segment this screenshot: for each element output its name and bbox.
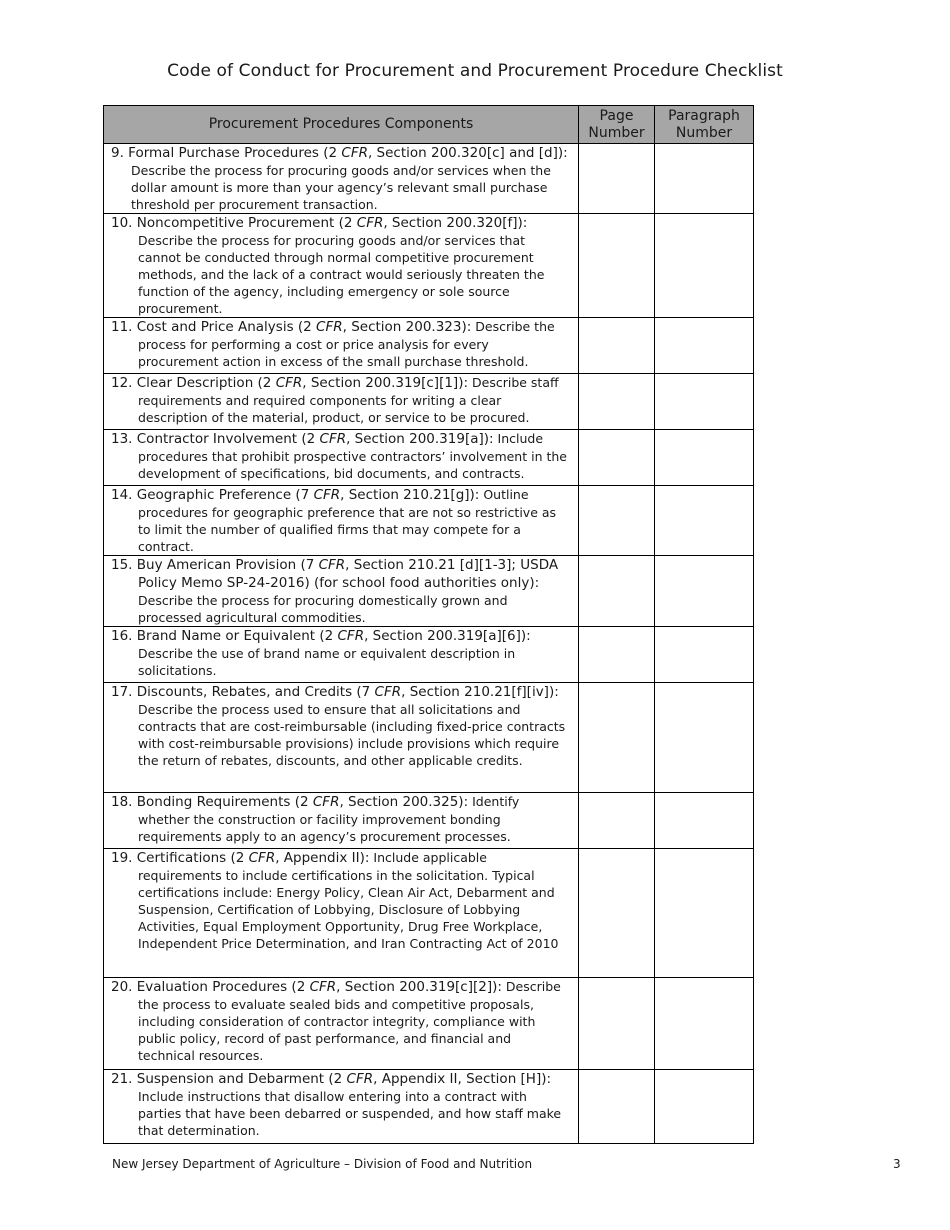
page-number-cell[interactable]: [579, 793, 655, 849]
component-cell: [104, 374, 579, 430]
item-description: Describe the process for procuring domestically grown and processed agricultural commodities.: [138, 593, 508, 625]
item-citation: , Section 200.323):: [342, 319, 472, 335]
component-cell: [104, 144, 579, 214]
paragraph-number-cell[interactable]: [655, 793, 754, 849]
item-title: 12. Clear Description (2: [111, 375, 276, 391]
item-citation: , Appendix II):: [275, 850, 370, 866]
item-description: Outline procedures for geographic preference that are not so restrictive as to limit the number of qualified firms that may compete for a contract.: [138, 487, 557, 554]
item-citation: , Section 200.319[a]):: [346, 431, 494, 447]
page-number-cell[interactable]: [579, 1070, 655, 1144]
cfr-label: CFR: [313, 487, 341, 503]
table-row: [104, 849, 754, 978]
component-cell: [104, 556, 579, 627]
item-description: Describe staff requirements and required components for writing a clear description of the material, product, or service to be procured.: [138, 375, 559, 425]
table-row: [104, 430, 754, 486]
component-cell: [104, 486, 579, 556]
procedure-checklist-table: [103, 105, 754, 1144]
item-description: Describe the process to evaluate sealed bids and competitive proposals, including consideration of contractor integrity, compliance with public policy, record of past performance, and financial and technical resources.: [138, 979, 561, 1063]
component-cell: [104, 849, 579, 978]
paragraph-number-cell[interactable]: [655, 556, 754, 627]
footer-department: New Jersey Department of Agriculture – Division of Food and Nutrition: [112, 1157, 533, 1171]
page-number-cell[interactable]: [579, 683, 655, 793]
item-description: Describe the process for procuring goods and/or services that cannot be conducted through normal competitive procurement methods, and the lack of a contract would seriously threaten the function of the agency, including emergency or sole source procurement.: [138, 233, 545, 316]
item-title: 15. Buy American Provision (7: [111, 557, 319, 573]
header-component: Procurement Procedures Components: [104, 106, 579, 144]
page-number-cell[interactable]: [579, 144, 655, 214]
item-title: 13. Contractor Involvement (2: [111, 431, 320, 447]
item-citation: , Section 200.320[c] and [d]):: [367, 145, 568, 161]
table-row: [104, 374, 754, 430]
cfr-label: CFR: [309, 979, 337, 995]
footer-page-number: 3: [893, 1157, 901, 1171]
component-cell: [104, 214, 579, 318]
page-number-cell[interactable]: [579, 318, 655, 374]
paragraph-number-cell[interactable]: [655, 849, 754, 978]
paragraph-number-cell[interactable]: [655, 1070, 754, 1144]
cfr-label: CFR: [341, 145, 368, 161]
component-cell: [104, 627, 579, 683]
table-row: [104, 1070, 754, 1144]
paragraph-number-cell[interactable]: [655, 214, 754, 318]
item-title: 21. Suspension and Debarment (2: [111, 1071, 347, 1087]
cfr-label: CFR: [312, 794, 340, 810]
header-paragraph-number: Paragraph Number: [655, 106, 754, 144]
item-description: Include instructions that disallow entering into a contract with parties that have been debarred or suspended, and how staff make that determination.: [138, 1089, 562, 1138]
item-title: 11. Cost and Price Analysis (2: [111, 319, 317, 335]
item-description: Identify whether the construction or facility improvement bonding requirements apply to an agency’s procurement processes.: [138, 794, 520, 844]
cfr-label: CFR: [356, 215, 384, 231]
item-citation: , Appendix II, Section [H]):: [373, 1071, 552, 1087]
item-title: 20. Evaluation Procedures (2: [111, 979, 310, 995]
item-description: Include procedures that prohibit prospective contractors’ involvement in the development of specifications, bid documents, and contracts.: [138, 431, 567, 481]
cfr-label: CFR: [318, 557, 346, 573]
table-row: [104, 486, 754, 556]
table-header-row: [104, 106, 754, 144]
item-title: 16. Brand Name or Equivalent (2: [111, 628, 338, 644]
paragraph-number-cell[interactable]: [655, 978, 754, 1070]
component-cell: [104, 1070, 579, 1144]
component-cell: [104, 318, 579, 374]
table-row: [104, 683, 754, 793]
page-number-cell[interactable]: [579, 214, 655, 318]
cfr-label: CFR: [346, 1071, 374, 1087]
item-citation: , Section 210.21[g]):: [340, 487, 480, 503]
paragraph-number-cell[interactable]: [655, 627, 754, 683]
page-number-cell[interactable]: [579, 430, 655, 486]
page-number-cell[interactable]: [579, 849, 655, 978]
item-citation: , Section 200.320[f]):: [383, 215, 528, 231]
component-cell: [104, 793, 579, 849]
cfr-label: CFR: [316, 319, 343, 335]
page-number-cell[interactable]: [579, 486, 655, 556]
item-description: Describe the process for performing a cost or price analysis for every procurement action in excess of the small purchase threshold.: [138, 319, 555, 369]
item-title: 19. Certifications (2: [111, 850, 249, 866]
paragraph-number-cell[interactable]: [655, 430, 754, 486]
cfr-label: CFR: [248, 850, 276, 866]
item-title: 18. Bonding Requirements (2: [111, 794, 313, 810]
item-description: Include applicable requirements to include certifications in the solicitation. Typical certifications include: Energy Policy, Clean Air Act, Debarment and Suspension, Certification of Lobbying, Disclosure of Lobbying Activities, Equal Employment Opportunity, Drug Free Workplace, Independent Price Determination, and Iran Contracting Act of 2010: [138, 850, 559, 951]
cfr-label: CFR: [374, 684, 402, 700]
component-cell: [104, 978, 579, 1070]
component-cell: [104, 683, 579, 793]
table-row: [104, 214, 754, 318]
page-number-cell[interactable]: [579, 627, 655, 683]
paragraph-number-cell[interactable]: [655, 318, 754, 374]
paragraph-number-cell[interactable]: [655, 683, 754, 793]
item-description: Describe the process for procuring goods and/or services when the dollar amount is more than your agency’s relevant small purchase threshold per procurement transaction.: [131, 163, 551, 212]
paragraph-number-cell[interactable]: [655, 374, 754, 430]
item-description: Describe the process used to ensure that all solicitations and contracts that are cost-reimbursable (including fixed-price contracts with cost-reimbursable provisions) include provisions which require the return of rebates, discounts, and other applicable credits.: [138, 702, 566, 768]
item-title: 14. Geographic Preference (7: [111, 487, 314, 503]
table-row: [104, 793, 754, 849]
item-citation: , Section 200.319[c][2]):: [336, 979, 502, 995]
item-title: 9. Formal Purchase Procedures (2: [111, 145, 342, 161]
header-page-number: Page Number: [579, 106, 655, 144]
item-citation: , Section 210.21[f][iv]):: [401, 684, 559, 700]
cfr-label: CFR: [275, 375, 303, 391]
table-row: [104, 627, 754, 683]
table-row: [104, 144, 754, 214]
item-citation: , Section 200.319[a][6]):: [364, 628, 531, 644]
item-citation: , Section 200.325):: [339, 794, 469, 810]
table-row: [104, 978, 754, 1070]
item-citation: , Section 210.21 [d][1-3]; USDA Policy Memo SP-24-2016) (for school food authorities only):: [138, 557, 559, 591]
cfr-label: CFR: [319, 431, 347, 447]
page-number-cell[interactable]: [579, 556, 655, 627]
paragraph-number-cell[interactable]: [655, 144, 754, 214]
table-row: [104, 556, 754, 627]
component-cell: [104, 430, 579, 486]
table-row: [104, 318, 754, 374]
page-title: Code of Conduct for Procurement and Procurement Procedure Checklist: [167, 61, 783, 81]
item-title: 10. Noncompetitive Procurement (2: [111, 215, 357, 231]
page-number-cell[interactable]: [579, 978, 655, 1070]
cfr-label: CFR: [337, 628, 365, 644]
item-description: Describe the use of brand name or equivalent description in solicitations.: [138, 646, 516, 678]
item-citation: , Section 200.319[c][1]):: [302, 375, 469, 391]
paragraph-number-cell[interactable]: [655, 486, 754, 556]
item-title: 17. Discounts, Rebates, and Credits (7: [111, 684, 375, 700]
page-number-cell[interactable]: [579, 374, 655, 430]
